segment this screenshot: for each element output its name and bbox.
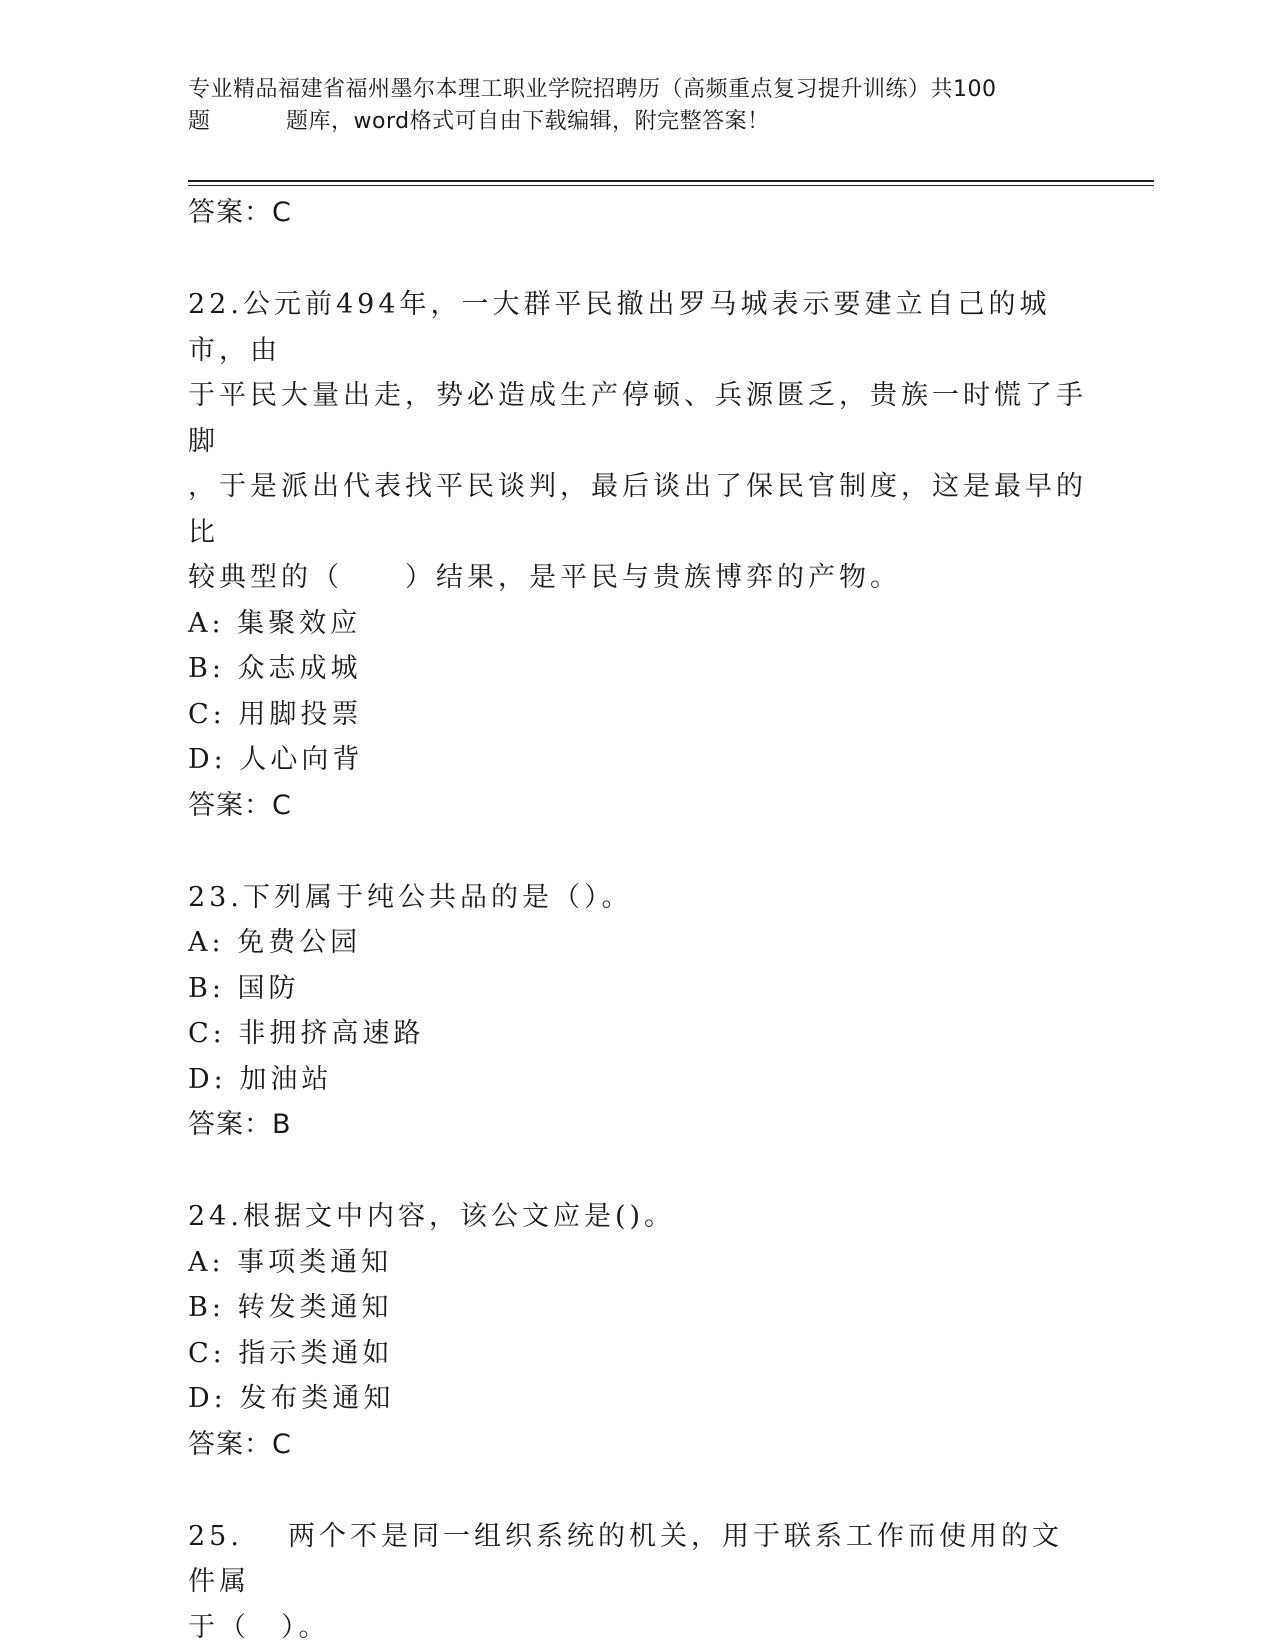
question-23-line-1: 23.下列属于纯公共品的是（）。 (188, 881, 633, 913)
question-25-line-1 (188, 1514, 1088, 1605)
question-24-line-1: 24.根据文中内容，该公文应是()。 (188, 1201, 676, 1232)
question-22-option-d: D: 人心向背 (188, 744, 364, 775)
question-23-option-b: B: 国防 (188, 972, 300, 1004)
question-25-line-2: 于（ ）。 (188, 1611, 330, 1643)
question-22-option-c: C: 用脚投票 (188, 698, 363, 730)
header-rule-thin (188, 185, 1154, 186)
document-body (188, 190, 1088, 1650)
question-22-line-4: 较典型的（ ）结果，是平民与贵族博弈的产物。 (188, 562, 901, 593)
question-25 (188, 1514, 1088, 1650)
header-line-2-prefix: 题 (188, 109, 211, 134)
question-22 (188, 282, 1088, 829)
question-24-option-d: D: 发布类通知 (188, 1383, 395, 1414)
answer-22: 答案：C (188, 789, 292, 821)
question-22-line-3: ，于是派出代表找平民谈判，最后谈出了保民官制度，这是最早的比 (188, 471, 1087, 548)
answer-24: 答案：C (188, 1428, 292, 1460)
question-24-option-b: B: 转发类通知 (188, 1292, 393, 1323)
header-line-2 (188, 106, 1088, 138)
question-22-line-2: 于平民大量出走，势必造成生产停顿、兵源匮乏，贵族一时慌了手脚 (188, 380, 1087, 457)
question-24 (188, 1194, 1088, 1468)
question-23-option-c: C: 非拥挤高速路 (188, 1018, 425, 1049)
question-23-option-d: D: 加油站 (188, 1063, 333, 1095)
answer-23: 答案：B (188, 1109, 292, 1140)
question-24-option-a: A: 事项类通知 (188, 1246, 393, 1278)
question-22-option-a: A: 集聚效应 (188, 607, 362, 639)
answer-21: 答案：C (188, 197, 292, 228)
question-23 (188, 875, 1088, 1149)
question-22-option-b: B: 众志成城 (188, 653, 362, 684)
question-23-option-a: A: 免费公园 (188, 927, 362, 958)
question-25-line-1-text: 两个不是同一组织系统的机关，用于联系工作而使用的文件属 (188, 1520, 1063, 1597)
question-25-number: 25. (188, 1520, 243, 1552)
question-24-option-c: C: 指示类通如 (188, 1337, 394, 1369)
question-22-line-1: 22.公元前494年，一大群平民撤出罗马城表示要建立自己的城市，由 (188, 289, 1051, 366)
document-header (188, 74, 1088, 138)
header-line-2-text: 题库，word格式可自由下载编辑，附完整答案！ (286, 109, 770, 134)
header-rule-thick (188, 180, 1154, 182)
header-line-1: 专业精品福建省福州墨尔本理工职业学院招聘历（高频重点复习提升训练）共100 (188, 77, 997, 102)
